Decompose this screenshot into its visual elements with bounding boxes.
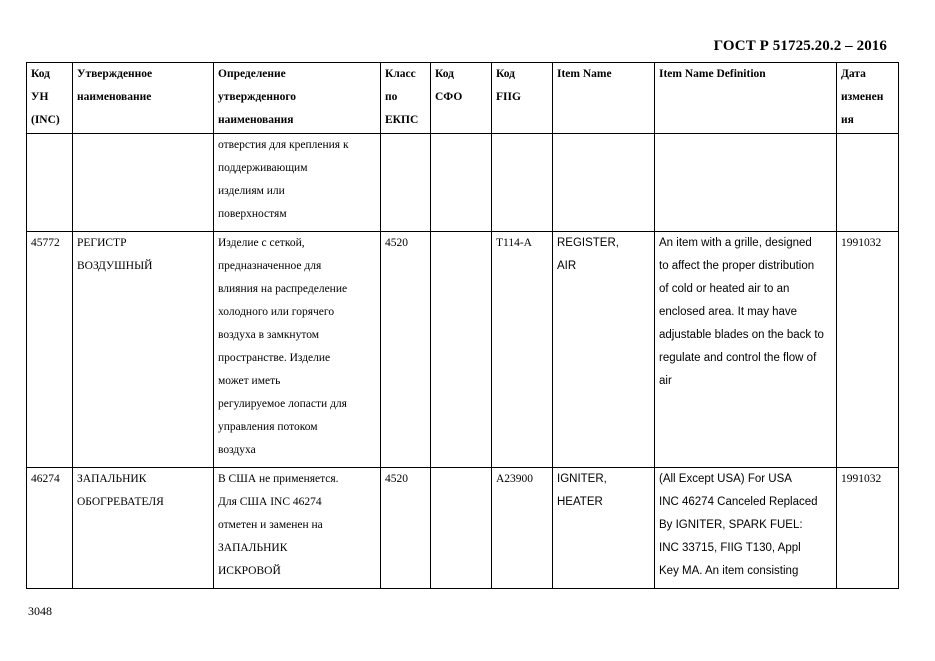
col-header-class: Класс по ЕКПС bbox=[381, 63, 431, 134]
cell-inc: 45772 bbox=[27, 232, 73, 468]
cell-definition: В США не применяется. Для США INC 46274 отметен и заменен на ЗАПАЛЬНИК ИСКРОВОЙ bbox=[214, 468, 381, 589]
cell-sfo bbox=[431, 468, 492, 589]
cell-item-definition: An item with a grille, designed to affect the proper distribution of cold or heated air to an enclosed area. It may have adjustable blades on the back to regulate and control the flow of air bbox=[655, 232, 837, 468]
cell-date bbox=[837, 134, 899, 232]
cell-date: 1991032 bbox=[837, 232, 899, 468]
col-header-fiig: Код FIIG bbox=[492, 63, 553, 134]
cell-name: РЕГИСТР ВОЗДУШНЫЙ bbox=[73, 232, 214, 468]
col-header-item-definition: Item Name Definition bbox=[655, 63, 837, 134]
col-header-definition: Определение утвержденного наименования bbox=[214, 63, 381, 134]
cell-definition: отверстия для крепления к поддерживающим изделиям или поверхностям bbox=[214, 134, 381, 232]
cell-fiig: T114-A bbox=[492, 232, 553, 468]
cell-inc: 46274 bbox=[27, 468, 73, 589]
cell-item-name bbox=[553, 134, 655, 232]
cell-class: 4520 bbox=[381, 232, 431, 468]
document-standard-header: ГОСТ Р 51725.20.2 – 2016 bbox=[713, 38, 887, 54]
page-number: 3048 bbox=[28, 604, 52, 618]
table-header-row bbox=[27, 63, 899, 134]
cell-item-name: IGNITER, HEATER bbox=[553, 468, 655, 589]
cell-inc bbox=[27, 134, 73, 232]
col-header-inc: Код УН (INC) bbox=[27, 63, 73, 134]
cell-fiig bbox=[492, 134, 553, 232]
cell-definition: Изделие с сеткой, предназначенное для влияния на распределение холодного или горячего воздуха в замкнутом пространстве. Изделие может иметь регулируемое лопасти для управления потоком воздуха bbox=[214, 232, 381, 468]
cell-item-definition: (All Except USA) For USA INC 46274 Canceled Replaced By IGNITER, SPARK FUEL: INC 33715, FIIG T130, Appl Key MA. An item consisting bbox=[655, 468, 837, 589]
catalog-table bbox=[26, 62, 899, 589]
cell-class bbox=[381, 134, 431, 232]
col-header-date: Дата изменен ия bbox=[837, 63, 899, 134]
cell-item-definition bbox=[655, 134, 837, 232]
cell-sfo bbox=[431, 232, 492, 468]
table-row bbox=[27, 232, 899, 468]
cell-sfo bbox=[431, 134, 492, 232]
table-row bbox=[27, 134, 899, 232]
cell-class: 4520 bbox=[381, 468, 431, 589]
cell-date: 1991032 bbox=[837, 468, 899, 589]
cell-name bbox=[73, 134, 214, 232]
cell-name: ЗАПАЛЬНИК ОБОГРЕВАТЕЛЯ bbox=[73, 468, 214, 589]
col-header-sfo: Код СФО bbox=[431, 63, 492, 134]
col-header-item-name: Item Name bbox=[553, 63, 655, 134]
table-row bbox=[27, 468, 899, 589]
cell-fiig: A23900 bbox=[492, 468, 553, 589]
col-header-approved-name: Утвержденное наименование bbox=[73, 63, 214, 134]
cell-item-name: REGISTER, AIR bbox=[553, 232, 655, 468]
